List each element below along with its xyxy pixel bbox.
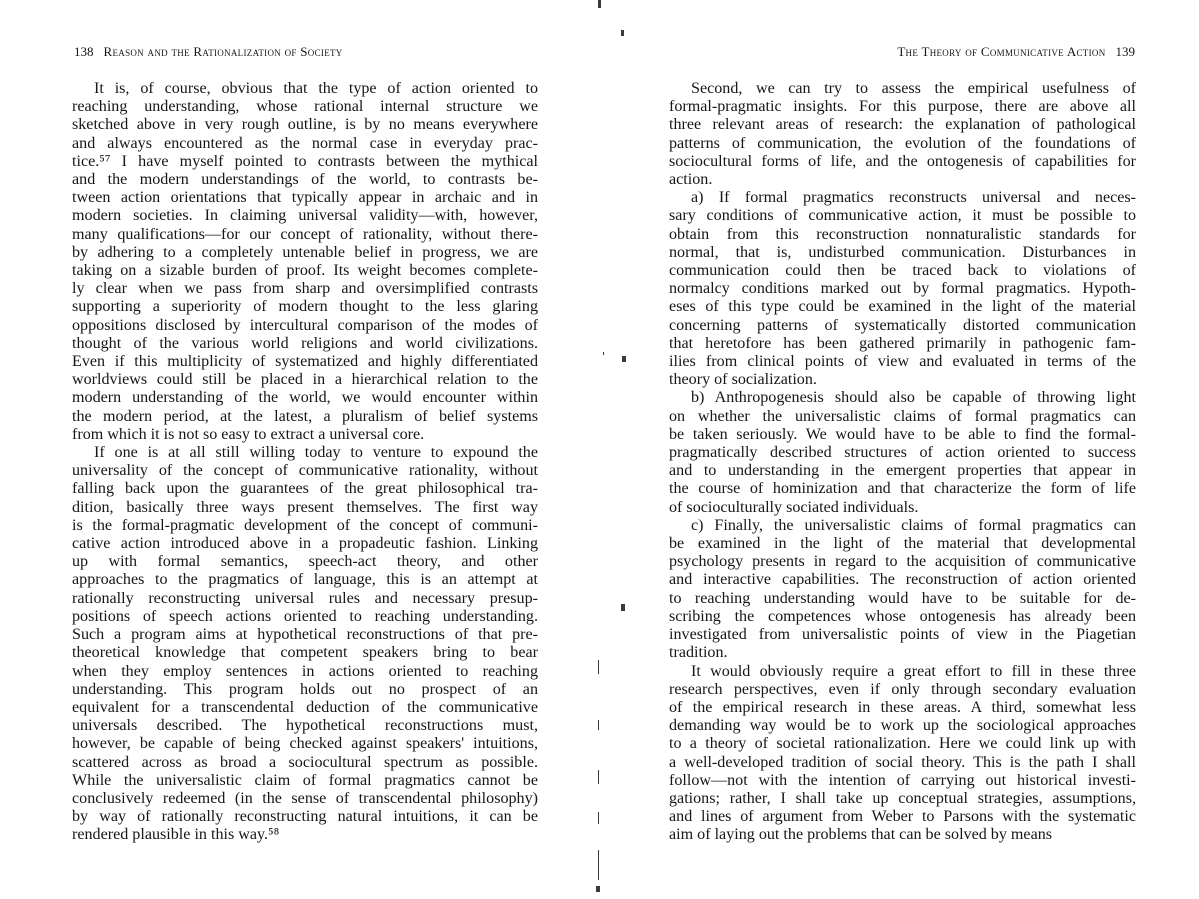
text-line: modern societies. In claiming universal validity—with, however,	[72, 207, 538, 225]
text-line: Second, we can try to assess the empirical usefulness of	[691, 80, 1136, 97]
text-line: It would obviously require a great effort to fill in these three	[691, 662, 1136, 680]
text-line: approaches to the pragmatics of language, this is an attempt at	[72, 571, 538, 589]
text-line: research perspectives, even if only through secondary evaluation	[669, 680, 1136, 698]
text-line: and lines of argument from Weber to Parsons with the systematic	[669, 808, 1136, 826]
text-line: pragmatically described structures of action oriented to success	[669, 444, 1136, 462]
text-line: by adhering to a completely untenable belief in progress, we are	[72, 243, 538, 261]
text-line: of the empirical research in these areas. A third, somewhat less	[669, 698, 1136, 716]
text-line: conclusively redeemed (in the sense of transcendental philosophy)	[72, 789, 538, 807]
text-line: supporting a superiority of modern thought to the less glaring	[72, 298, 538, 316]
text-line: eses of this type could be examined in the light of the material	[669, 298, 1136, 316]
text-line: scattered across as broad a sociocultural spectrum as possible.	[72, 753, 538, 771]
text-line: worldviews could still be placed in a hierarchical relation to the	[72, 371, 538, 389]
text-line: modern understanding of the world, we would encounter within	[72, 389, 538, 407]
text-line: sociocultural forms of life, and the ontogenesis of capabilities for	[669, 152, 1136, 170]
text-line: when they employ sentences in actions oriented to reaching	[72, 662, 538, 680]
text-line: to reaching understanding would have to be suitable for de-	[669, 589, 1136, 607]
text-line: taking on a sizable burden of proof. Its weight becomes complete-	[72, 262, 538, 280]
text-line: rendered plausible in this way.⁵⁸	[72, 826, 280, 844]
text-line: obtain from this reconstruction nonnaturalistic standards for	[669, 225, 1136, 243]
text-line: b) Anthropogenesis should also be capable of throwing light	[691, 389, 1136, 407]
text-line: understanding. This program holds out no prospect of an	[72, 680, 538, 698]
text-line: tice.⁵⁷ I have myself pointed to contrasts between the mythical	[72, 152, 538, 170]
text-line: universals described. The hypothetical reconstructions must,	[72, 717, 538, 735]
text-line: and the modern understandings of the world, to contrasts be-	[72, 171, 538, 189]
text-line: tradition.	[669, 644, 728, 662]
text-line: formal-pragmatic insights. For this purpose, there are above all	[669, 98, 1136, 116]
text-line: If one is at all still willing today to venture to expound the	[94, 444, 538, 462]
text-line: universality of the concept of communicative rationality, without	[72, 462, 538, 480]
left-running-head	[74, 44, 343, 60]
right-page-number: 139	[1115, 44, 1135, 59]
text-line: however, be capable of being checked against speakers' intuitions,	[72, 735, 538, 753]
text-line: of socioculturally sociated individuals.	[669, 498, 919, 516]
text-line: be taken seriously. We would have to be able to find the formal-	[669, 425, 1136, 443]
left-page	[0, 0, 590, 899]
text-line: tween action orientations that typically appear in archaic and in	[72, 189, 538, 207]
text-line: scribing the competences whose ontogenesis has already been	[669, 607, 1136, 625]
text-line: on whether the universalistic claims of formal pragmatics can	[669, 407, 1136, 425]
right-running-head	[897, 44, 1135, 60]
left-page-number: 138	[74, 44, 94, 59]
text-line: is the formal-pragmatic development of the concept of communi-	[72, 516, 538, 534]
text-line: the course of hominization and that characterize the form of life	[669, 480, 1136, 498]
text-line: communication could then be traced back to violations of	[669, 262, 1136, 280]
text-line: three relevant areas of research: the explanation of pathological	[669, 116, 1136, 134]
text-line: positions of speech actions oriented to reaching understanding.	[72, 607, 538, 625]
text-line: dition, basically three ways present themselves. The first way	[72, 498, 538, 516]
text-line: patterns of communication, the evolution of the foundations of	[669, 134, 1136, 152]
text-line: sketched above in very rough outline, is by no means everywhere	[72, 116, 538, 134]
text-line: up with formal semantics, speech-act theory, and other	[72, 553, 538, 571]
text-line: theory of socialization.	[669, 371, 817, 389]
text-line: While the universalistic claim of formal pragmatics cannot be	[72, 771, 538, 789]
text-line: sary conditions of communicative action, it must be possible to	[669, 207, 1136, 225]
text-line: Even if this multiplicity of systematized and highly differentiated	[72, 353, 538, 371]
text-line: Such a program aims at hypothetical reconstructions of that pre-	[72, 626, 538, 644]
text-line: c) Finally, the universalistic claims of formal pragmatics can	[691, 516, 1136, 534]
text-line: to a theory of societal rationalization. Here we could link up with	[669, 735, 1136, 753]
text-line: action.	[669, 171, 713, 189]
text-line: It is, of course, obvious that the type of action oriented to	[94, 80, 538, 97]
text-line: ly clear when we pass from sharp and oversimplified contrasts	[72, 280, 538, 298]
text-line: a well-developed tradition of social theory. This is the path I shall	[669, 753, 1136, 771]
text-line: demanding way would be to work up the sociological approaches	[669, 717, 1136, 735]
text-line: thought of the various world religions and world civilizations.	[72, 334, 538, 352]
left-body-text	[72, 80, 538, 845]
text-line: theoretical knowledge that competent speakers bring to bear	[72, 644, 538, 662]
text-line: reaching understanding, whose rational internal structure we	[72, 98, 538, 116]
text-line: and interactive capabilities. The reconstruction of action oriented	[669, 571, 1136, 589]
text-line: that heretofore has been gathered primarily in pathogenic fam-	[669, 334, 1136, 352]
text-line: cative action introduced above in a propadeutic fashion. Linking	[72, 535, 538, 553]
text-line: be examined in the light of the material that developmental	[669, 535, 1136, 553]
text-line: oppositions disclosed by intercultural comparison of the modes of	[72, 316, 538, 334]
right-body-text	[669, 80, 1136, 845]
text-line: falling back upon the guarantees of the great philosophical tra-	[72, 480, 538, 498]
text-line: the modern period, at the latest, a pluralism of belief systems	[72, 407, 538, 425]
left-running-title: Reason and the Rationalization of Society	[103, 44, 343, 59]
text-line: rationally reconstructing universal rules and necessary presup-	[72, 589, 538, 607]
text-line: many qualifications—for our concept of rationality, without there-	[72, 225, 538, 243]
text-line: and always encountered as the normal case in everyday prac-	[72, 134, 538, 152]
text-line: gations; rather, I shall take up conceptual strategies, assumptions,	[669, 789, 1136, 807]
text-line: equivalent for a transcendental deduction of the communicative	[72, 698, 538, 716]
right-page	[600, 0, 1199, 899]
text-line: ilies from clinical points of view and evaluated in terms of the	[669, 353, 1136, 371]
text-line: investigated from universalistic points of view in the Piagetian	[669, 626, 1136, 644]
text-line: a) If formal pragmatics reconstructs universal and neces-	[691, 189, 1136, 207]
text-line: psychology presents in regard to the acquisition of communicative	[669, 553, 1136, 571]
text-line: from which it is not so easy to extract a universal core.	[72, 425, 425, 443]
right-running-title: The Theory of Communicative Action	[897, 44, 1106, 59]
text-line: by way of rationally reconstructing natural intuitions, it can be	[72, 808, 538, 826]
text-line: concerning patterns of systematically distorted communication	[669, 316, 1136, 334]
text-line: normalcy conditions marked out by formal pragmatics. Hypoth-	[669, 280, 1136, 298]
text-line: aim of laying out the problems that can be solved by means	[669, 826, 1053, 844]
text-line: normal, that is, undisturbed communication. Disturbances in	[669, 243, 1136, 261]
text-line: follow—not with the intention of carrying out historical investi-	[669, 771, 1136, 789]
text-line: and to understanding in the emergent properties that appear in	[669, 462, 1136, 480]
